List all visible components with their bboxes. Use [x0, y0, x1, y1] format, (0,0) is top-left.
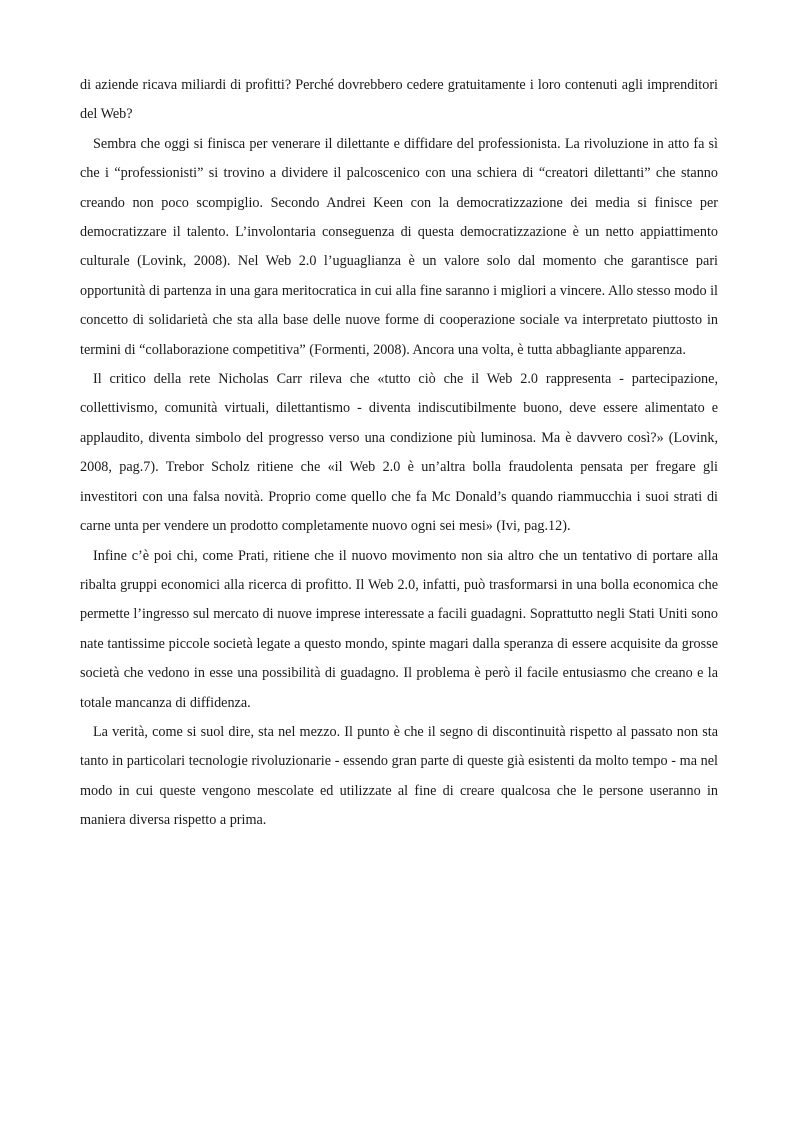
document-page — [80, 71, 718, 836]
paragraph-5: La verità, come si suol dire, sta nel mezzo. Il punto è che il segno di discontinuità rispetto al passato non sta tanto in particolari tecnologie rivoluzionarie - essendo gran parte di queste già esistenti da molto tempo - ma nel modo in cui queste vengono mescolate ed utilizzate al fine di creare qualcosa che le persone useranno in maniera diversa rispetto a prima. — [80, 723, 718, 829]
paragraph-2: Sembra che oggi si finisca per venerare il dilettante e diffidare del professionista. La rivoluzione in atto fa sì che i “professionisti” si trovino a dividere il palcoscenico con una schiera di “creatori dilettanti” che stanno creando non poco scompiglio. Secondo Andrei Keen con la democratizzazione dei media si finisce per democratizzare il talento. L’involontaria conseguenza di questa democratizzazione è un netto appiattimento culturale (Lovink, 2008). Nel Web 2.0 l’uguaglianza è un valore solo dal momento che garantisce pari opportunità di partenza in una gara meritocratica in cui alla fine saranno i migliori a vincere. Allo stesso modo il concetto di solidarietà che sta alla base delle nuove forme di cooperazione sociale va interpretato piuttosto in termini di “collaborazione competitiva” (Formenti, 2008). Ancora una volta, è tutta abbagliante apparenza. — [80, 135, 718, 358]
paragraph-4: Infine c’è poi chi, come Prati, ritiene che il nuovo movimento non sia altro che un tentativo di portare alla ribalta gruppi economici alla ricerca di profitto. Il Web 2.0, infatti, può trasformarsi in una bolla economica che permette l’ingresso sul mercato di nuove imprese interessate a facili guadagni. Soprattutto negli Stati Uniti sono nate tantissime piccole società legate a questo mondo, spinte magari dalla speranza di essere acquisite da grosse società che vedono in esse una possibilità di guadagno. Il problema è però il facile entusiasmo che creano e la totale mancanza di diffidenza. — [80, 547, 718, 711]
paragraph-3: Il critico della rete Nicholas Carr rileva che «tutto ciò che il Web 2.0 rappresenta - partecipazione, collettivismo, comunità virtuali, dilettantismo - diventa indiscutibilmente buono, deve essere alimentato e applaudito, diventa simbolo del progresso verso una condizione più luminosa. Ma è davvero così?» (Lovink, 2008, pag.7). Trebor Scholz ritiene che «il Web 2.0 è un’altra bolla fraudolenta pensata per fregare gli investitori con una falsa novità. Proprio come quello che fa Mc Donald’s quando riammucchia i suoi strati di carne unta per vendere un prodotto completamente nuovo ogni sei mesi» (Ivi, pag.12). — [80, 371, 718, 535]
paragraph-1: di aziende ricava miliardi di profitti? Perché dovrebbero cedere gratuitamente i loro contenuti agli imprenditori del Web? — [80, 77, 718, 123]
